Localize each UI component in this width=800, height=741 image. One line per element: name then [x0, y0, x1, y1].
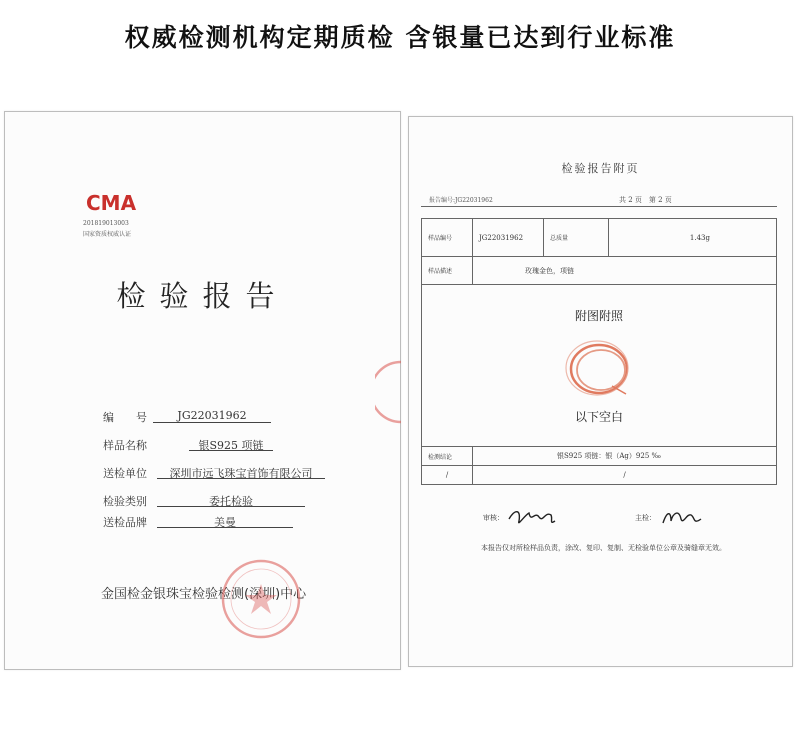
weight-label: 总质量 — [544, 219, 609, 257]
necklace-photo-icon — [554, 334, 644, 404]
svg-text:CMA: CMA — [86, 191, 137, 215]
conclusion-value: 银S925 项链：银（Ag）925 ‰ — [473, 447, 777, 466]
page-headline: 权威检测机构定期质检 含银量已达到行业标准 — [124, 23, 676, 52]
seam-stamp-icon — [375, 360, 401, 424]
field-label: 编 号 — [103, 411, 147, 424]
sample-no-value: JG22031962 — [473, 219, 544, 257]
inspection-report-annex — [408, 116, 793, 667]
approver-label: 主检： — [635, 514, 656, 522]
inspection-report-cover — [4, 111, 401, 670]
approver-signature-icon — [659, 505, 705, 529]
field-value: 委托检验 — [157, 493, 305, 507]
field-value: JG22031962 — [153, 409, 271, 423]
annex-title: 检验报告附页 — [561, 162, 640, 175]
field-value: 深圳市远飞珠宝首饰有限公司 — [157, 465, 325, 479]
photo-end-note: 以下空白 — [574, 410, 623, 424]
report-title: 检验报告 — [116, 279, 289, 313]
annex-table — [421, 218, 777, 485]
weight-value: 1.43g — [609, 219, 777, 257]
official-stamp-icon — [205, 554, 317, 644]
table-row — [422, 447, 777, 466]
field-value: 银S925 项链 — [189, 437, 273, 451]
sample-no-label: 样品编号 — [422, 219, 473, 257]
report-number: 报告编号:JG22031962 — [429, 197, 493, 204]
table-row — [422, 285, 777, 447]
cma-caption: 国家资质权威认证 — [83, 231, 132, 238]
description-label: 样品描述 — [422, 257, 473, 285]
field-label: 送检单位 — [103, 467, 147, 480]
photo-cell — [422, 285, 777, 447]
blank-cell: / — [473, 466, 777, 485]
table-row — [422, 466, 777, 485]
photo-title: 附图附照 — [574, 309, 623, 323]
cma-code: 201819013003 — [83, 220, 129, 227]
conclusion-label: 检测结论 — [422, 447, 473, 466]
table-row — [422, 219, 777, 257]
cma-logo-icon — [84, 189, 140, 215]
blank-cell: / — [422, 466, 473, 485]
disclaimer-text: 本报告仅对所检样品负责，涂改、复印、复制、无检验单位公章及骑缝章无效。 — [481, 544, 726, 552]
description-value: 玫瑰金色，项链 — [473, 257, 777, 285]
field-label: 送检品牌 — [103, 516, 147, 529]
reviewer-signature-icon — [505, 505, 557, 529]
field-label: 检验类别 — [103, 495, 147, 508]
reviewer-label: 审核： — [483, 514, 504, 522]
organization-name: 金国检金银珠宝检验检测(深圳)中心 — [101, 587, 307, 602]
field-label: 样品名称 — [103, 439, 147, 452]
page-count: 共 2 页 第 2 页 — [619, 196, 672, 204]
table-row — [422, 257, 777, 285]
header-rule — [421, 206, 777, 207]
field-value: 美曼 — [157, 514, 293, 528]
